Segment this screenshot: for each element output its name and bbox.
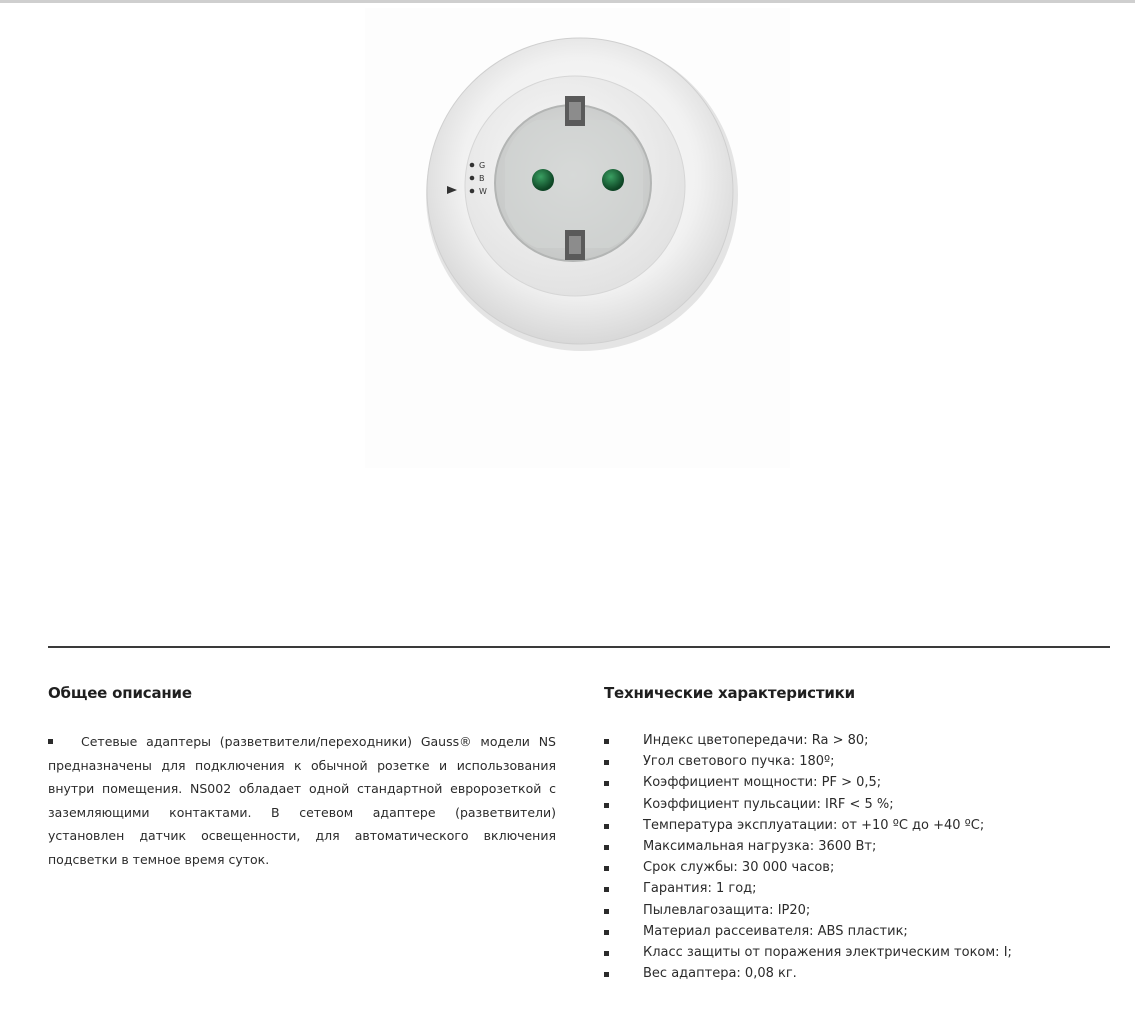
spec-item: Коэффициент мощности: PF > 0,5;	[604, 772, 1104, 793]
general-description-text: Сетевые адаптеры (разветвители/переходники) Gauss® модели NS предназначены для подключения к обычной розетке и использования внутри помещения. NS002 обладает одной стандартной евророзеткой с заземляющими контактами. В сетевом адаптере (разветвители) установлен датчик освещенности, для автоматического включения подсветки в темное время суток.	[48, 734, 556, 867]
specifications-heading: Технические характеристики	[604, 684, 855, 702]
spec-item: Класс защиты от поражения электрическим током: I;	[604, 942, 1104, 963]
bullet-icon	[604, 803, 609, 808]
socket-pin-left	[532, 169, 554, 191]
general-description-heading: Общее описание	[48, 684, 192, 702]
spec-item: Гарантия: 1 год;	[604, 878, 1104, 899]
socket-adapter-image	[365, 8, 790, 468]
indicator-label-b: B	[479, 174, 485, 183]
spec-item: Пылевлагозащита: IP20;	[604, 900, 1104, 921]
spec-item: Коэффициент пульсации: IRF < 5 %;	[604, 794, 1104, 815]
spec-item: Индекс цветопередачи: Ra > 80;	[604, 730, 1104, 751]
bullet-icon	[604, 887, 609, 892]
bullet-icon	[604, 930, 609, 935]
bullet-icon	[604, 781, 609, 786]
spec-item: Угол светового пучка: 180º;	[604, 751, 1104, 772]
bullet-icon	[604, 824, 609, 829]
spec-item: Температура эксплуатации: от +10 ºС до +40 ºС;	[604, 815, 1104, 836]
bullet-icon	[604, 866, 609, 871]
spec-item: Срок службы: 30 000 часов;	[604, 857, 1104, 878]
general-description	[48, 730, 556, 871]
spec-item: Материал рассеивателя: ABS пластик;	[604, 921, 1104, 942]
spec-item: Максимальная нагрузка: 3600 Вт;	[604, 836, 1104, 857]
bullet-icon	[48, 739, 53, 744]
spec-item: Вес адаптера: 0,08 кг.	[604, 963, 1104, 984]
bullet-icon	[604, 951, 609, 956]
bullet-icon	[604, 972, 609, 977]
product-photo	[365, 8, 790, 468]
bullet-icon	[604, 739, 609, 744]
bullet-icon	[604, 845, 609, 850]
indicator-label-g: G	[479, 161, 486, 170]
socket-pin-right	[602, 169, 624, 191]
specifications-list	[604, 730, 1104, 984]
bullet-icon	[604, 760, 609, 765]
bullet-icon	[604, 909, 609, 914]
indicator-label-w: W	[479, 187, 487, 196]
section-divider	[48, 646, 1110, 648]
top-border	[0, 0, 1135, 3]
